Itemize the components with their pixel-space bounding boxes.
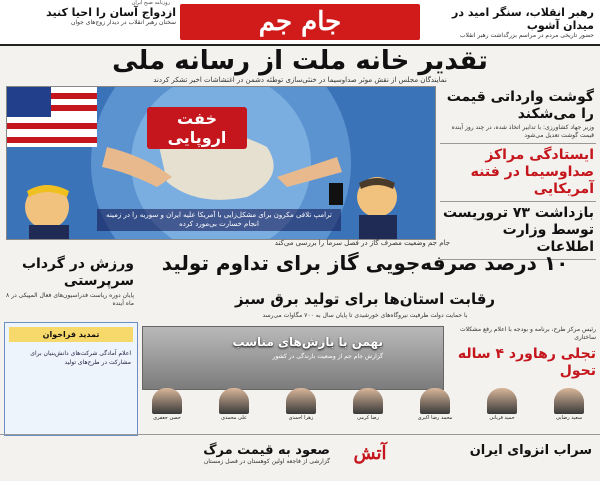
sports-title: ورزش در گرداب سرپرستی [21, 256, 134, 289]
teaser-left-text: سخنان رهبر انقلاب در دیدار زوج‌های جوان [70, 19, 176, 26]
person-name: سعید رضایی [555, 415, 583, 421]
person[interactable] [410, 388, 460, 428]
bottom-center-text: گزارشی از فاجعه اولین کوهستان در فصل زمستان [203, 458, 330, 465]
teaser-right-title: رهبر انقلاب، سنگر امید در میدان آشوب [452, 6, 594, 32]
person[interactable] [142, 388, 192, 428]
second-headline[interactable]: رقابت استان‌ها برای تولید برق سبز [234, 290, 496, 308]
advertisement[interactable] [4, 322, 138, 436]
portrait [286, 388, 316, 414]
person[interactable] [209, 388, 259, 428]
main-headline[interactable]: تقدیر خانه ملت از رسانه ملی [112, 46, 488, 76]
main-subline: نمایندگان مجلس از نقش موثر صداوسیما در خنثی‌سازی توطئه دشمن در اغتشاشات اخیر تشکر کردند [153, 76, 447, 84]
lead-headline[interactable]: ۱۰ درصد صرفه‌جویی گاز برای تداوم تولید [161, 251, 569, 275]
cartoon-caption: ترامپ تلافی مکرون برای مشکل‌زایی با آمریکا علیه ایران و سوریه را در زمینه انجام خسارت بی‌مورد کرده [97, 209, 341, 231]
masthead-teaser-right[interactable] [424, 6, 594, 40]
story-text: وزیر جهاد کشاورزی: با تدابیر اتخاذ شده، در چند روز آینده قیمت گوشت تعدیل می‌شود [451, 124, 594, 139]
story-title: گوشت وارداتی قیمت را می‌شکند [446, 89, 594, 122]
person[interactable] [544, 388, 594, 428]
portrait [219, 388, 249, 414]
left-column-sports[interactable] [6, 256, 134, 310]
portrait [554, 388, 584, 414]
masthead-teaser-left[interactable] [6, 6, 176, 27]
right-column [440, 86, 596, 260]
portrait [152, 388, 182, 414]
portrait [420, 388, 450, 414]
story-title: بازداشت ۷۳ تروریست توسط وزارت اطلاعات [442, 205, 594, 255]
second-headline-sub: با حمایت دولت ظرفیت نیروگاه‌های خورشیدی تا پایان سال به ۷۰۰ مگاوات می‌رسد [262, 312, 468, 319]
portrait [353, 388, 383, 414]
story-broadcast-centers[interactable] [440, 144, 596, 202]
portrait [487, 388, 517, 414]
photo-caption: گزارش جام جم از وضعیت بارندگی در کشور [272, 353, 383, 360]
bottom-story-right[interactable] [442, 443, 592, 458]
cartoon[interactable] [6, 86, 436, 240]
person[interactable] [343, 388, 393, 428]
sports-text: پایان دوره ریاست فدراسیون‌های فعال المپیکی در ۸ ماه آینده [6, 292, 134, 307]
person-name: حسن جعفری [153, 415, 181, 421]
transformation-text: رئیس مرکز طرح، برنامه و بودجه با اعلام رفع مشکلات ساختاری [459, 326, 596, 341]
teaser-right-text: حضور تاریخی مردم در مراسم بزرگداشت رهبر انقلاب [459, 32, 594, 39]
weather-photo[interactable] [142, 326, 444, 390]
bottom-band [0, 434, 600, 481]
ad-title: تمدید فراخوان [9, 327, 133, 342]
person-name: علی محمدی [221, 415, 247, 421]
lead-kicker: جام جم وضعیت مصرف گاز در فصل سرما را بررسی می‌کند [274, 239, 450, 247]
bottom-center-title: صعود به قیمت مرگ [203, 443, 330, 458]
teaser-left-title: ازدواج آسان را احیا کنید [46, 6, 176, 19]
bottom-right-title: سراب انزوای ایران [469, 443, 592, 458]
masthead-sub: روزنامه صبح ایران [131, 0, 170, 6]
person-name: زهرا احمدی [288, 415, 314, 421]
person-name: رضا کرمی [357, 415, 379, 421]
cartoon-title: خفت اروپایی [147, 107, 247, 149]
person-name: محمد رضا اکبری [417, 415, 453, 421]
person-name: حمید قربانی [489, 415, 515, 421]
person[interactable] [276, 388, 326, 428]
ad-text: اعلام آمادگی شرکت‌های دانش‌بنیان برای مشارکت در طرح‌های تولید [30, 350, 131, 366]
transformation-title: تجلی رهاورد ۴ ساله تحول [457, 346, 596, 379]
right-column-transformation[interactable] [448, 326, 596, 380]
people-strip [142, 388, 594, 428]
story-title: ایستادگی مراکز صداوسیما در فتنه آمریکایی [470, 147, 594, 197]
story-meat-price[interactable] [440, 86, 596, 144]
photo-title: بهمن با بارش‌های مناسب [232, 335, 383, 349]
person[interactable] [477, 388, 527, 428]
atash-logo: آتش [353, 443, 387, 464]
newspaper-logo: جام جم [180, 4, 420, 40]
bottom-story-center[interactable] [170, 443, 330, 465]
masthead [0, 0, 600, 46]
